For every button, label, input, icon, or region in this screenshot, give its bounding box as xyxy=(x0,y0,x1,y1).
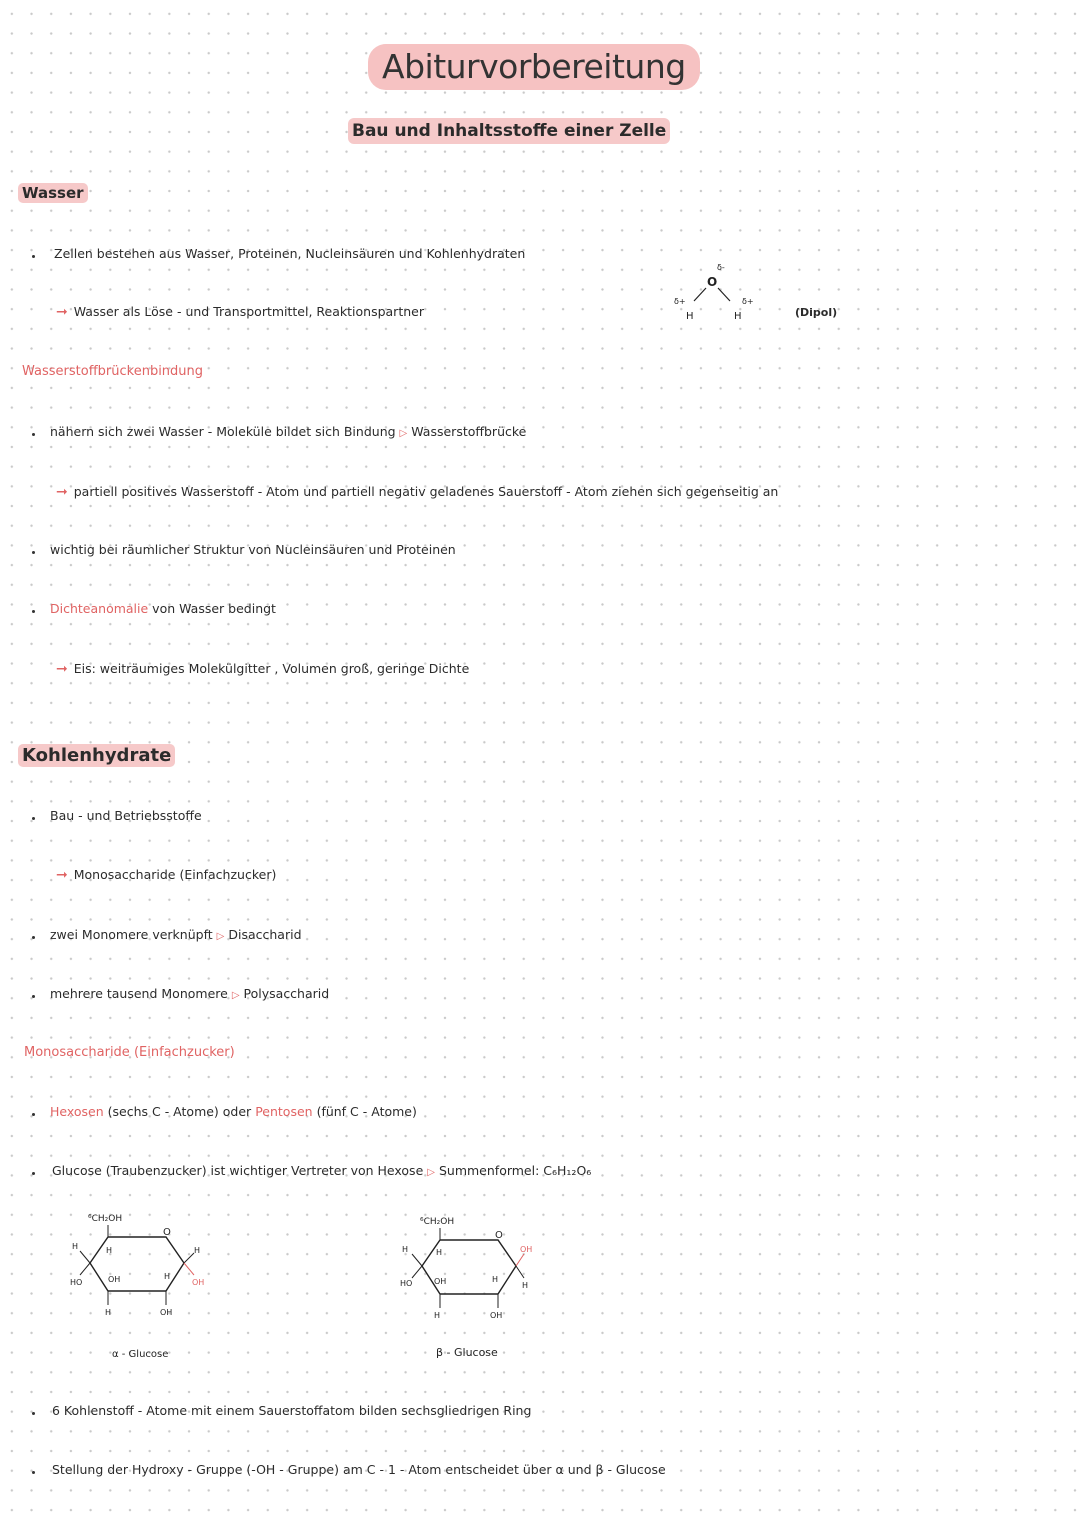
ring-oxygen: O xyxy=(163,1227,171,1238)
svg-text:OH: OH xyxy=(108,1275,121,1284)
ring-oxygen: O xyxy=(495,1230,503,1241)
anomeric-oh: OH xyxy=(192,1278,205,1287)
svg-text:HO: HO xyxy=(70,1278,83,1287)
bullet xyxy=(32,1113,35,1116)
mono-line-2: Glucose (Traubenzucker) ist wichtiger Vertreter von Hexose ▷ Summenformel: C₆H₁₂O₆ xyxy=(52,1163,592,1178)
molecule-hydrogen-left: H xyxy=(686,311,694,322)
bond-right xyxy=(718,288,730,301)
bullet xyxy=(32,1172,35,1175)
bullet xyxy=(32,936,35,939)
bullet xyxy=(32,1412,35,1415)
wasser-line-1: Zellen bestehen aus Wasser, Proteinen, Nucleinsäuren und Kohlenhydraten xyxy=(54,246,526,261)
mono-line-1: Hexosen (sechs C - Atome) oder Pentosen (fünf C - Atome) xyxy=(50,1104,417,1119)
arrow-right-icon: ➞ xyxy=(56,661,68,677)
bullet xyxy=(32,817,35,820)
svg-text:H: H xyxy=(72,1242,79,1251)
triangle-right-icon: ▷ xyxy=(231,990,240,1001)
molecule-delta-pos-right: δ+ xyxy=(742,297,754,306)
svg-text:OH: OH xyxy=(434,1277,447,1286)
hbond-arrow-line-2: ➞ Eis: weiträumiges Molekülgitter , Volumen groß, geringe Dichte xyxy=(56,661,470,677)
page-title: Abiturvorbereitung xyxy=(368,44,700,90)
page-subtitle: Bau und Inhaltsstoffe einer Zelle xyxy=(348,118,670,144)
heading-wasserstoffbruecke: Wasserstoffbrückenbindung xyxy=(22,364,204,379)
hbond-line-1: nähern sich zwei Wasser - Moleküle bildet sich Bindung ▷ Wasserstoffbrücke xyxy=(50,424,527,439)
svg-text:H: H xyxy=(106,1246,113,1255)
svg-text:H: H xyxy=(164,1272,171,1281)
arrow-right-icon: ➞ xyxy=(56,867,68,883)
svg-text:H: H xyxy=(105,1308,112,1317)
dipol-label: (Dipol) xyxy=(795,306,838,319)
water-molecule-diagram xyxy=(670,256,780,326)
svg-text:H: H xyxy=(522,1281,529,1290)
hbond-line-3: Dichteanomalie von Wasser bedingt xyxy=(50,601,276,616)
molecule-delta-neg: δ- xyxy=(717,263,725,272)
kh-line-1: Bau - und Betriebsstoffe xyxy=(50,808,202,823)
molecule-hydrogen-right: H xyxy=(734,311,742,322)
kh-arrow-line: ➞ Monosaccharide (Einfachzucker) xyxy=(56,867,277,883)
kh-line-2: zwei Monomere verknüpft ▷ Disaccharid xyxy=(50,927,302,942)
heading-kohlenhydrate: Kohlenhydrate xyxy=(18,744,175,767)
alpha-glucose-label: α - Glucose xyxy=(112,1349,169,1360)
heading-wasser: Wasser xyxy=(18,183,88,203)
anomeric-oh: OH xyxy=(520,1245,533,1254)
bullet xyxy=(32,1471,35,1474)
kh-line-3: mehrere tausend Monomere ▷ Polysaccharid xyxy=(50,986,330,1001)
triangle-right-icon: ▷ xyxy=(216,931,225,942)
molecule-delta-pos-left: δ+ xyxy=(674,297,686,306)
mono-line-3: 6 Kohlenstoff - Atome mit einem Sauerstoffatom bilden sechsgliedrigen Ring xyxy=(52,1403,532,1418)
svg-text:H: H xyxy=(436,1248,443,1257)
arrow-right-icon: ➞ xyxy=(56,304,68,320)
svg-text:H: H xyxy=(492,1275,499,1284)
wasser-arrow-line: ➞ Wasser als Löse - und Transportmittel, Reaktionspartner xyxy=(56,304,424,320)
triangle-right-icon: ▷ xyxy=(399,428,408,439)
svg-text:H: H xyxy=(434,1311,441,1320)
hbond-arrow-line-1: ➞ partiell positives Wasserstoff - Atom und partiell negativ geladenes Sauerstoff - Atom ziehen sich gegenseitig an xyxy=(56,484,779,500)
mono-line-4: Stellung der Hydroxy - Gruppe (-OH - Gruppe) am C - 1 - Atom entscheidet über α und β - Glucose xyxy=(52,1462,666,1477)
svg-text:HO: HO xyxy=(400,1279,413,1288)
bullet xyxy=(32,551,35,554)
triangle-right-icon: ▷ xyxy=(427,1167,435,1178)
beta-glucose-label: β - Glucose xyxy=(436,1346,498,1359)
bullet xyxy=(32,255,35,258)
svg-text:OH: OH xyxy=(490,1311,503,1320)
molecule-oxygen: O xyxy=(707,275,718,289)
svg-text:OH: OH xyxy=(160,1308,173,1317)
svg-text:H: H xyxy=(194,1246,201,1255)
bond-left xyxy=(694,288,706,301)
bullet xyxy=(32,433,35,436)
hbond-line-2: wichtig bei räumlicher Struktur von Nucleinsäuren und Proteinen xyxy=(50,542,456,557)
beta-glucose-structure xyxy=(390,1208,560,1368)
ch2oh-label: ⁶CH₂OH xyxy=(420,1217,455,1227)
svg-text:H: H xyxy=(402,1245,409,1254)
ring xyxy=(90,1237,184,1291)
ch2oh-label: ⁶CH₂OH xyxy=(88,1214,123,1224)
bullet xyxy=(32,610,35,613)
alpha-glucose-structure xyxy=(58,1205,228,1365)
arrow-right-icon: ➞ xyxy=(56,484,68,500)
bullet xyxy=(32,995,35,998)
heading-monosaccharide: Monosaccharide (Einfachzucker) xyxy=(24,1045,235,1060)
